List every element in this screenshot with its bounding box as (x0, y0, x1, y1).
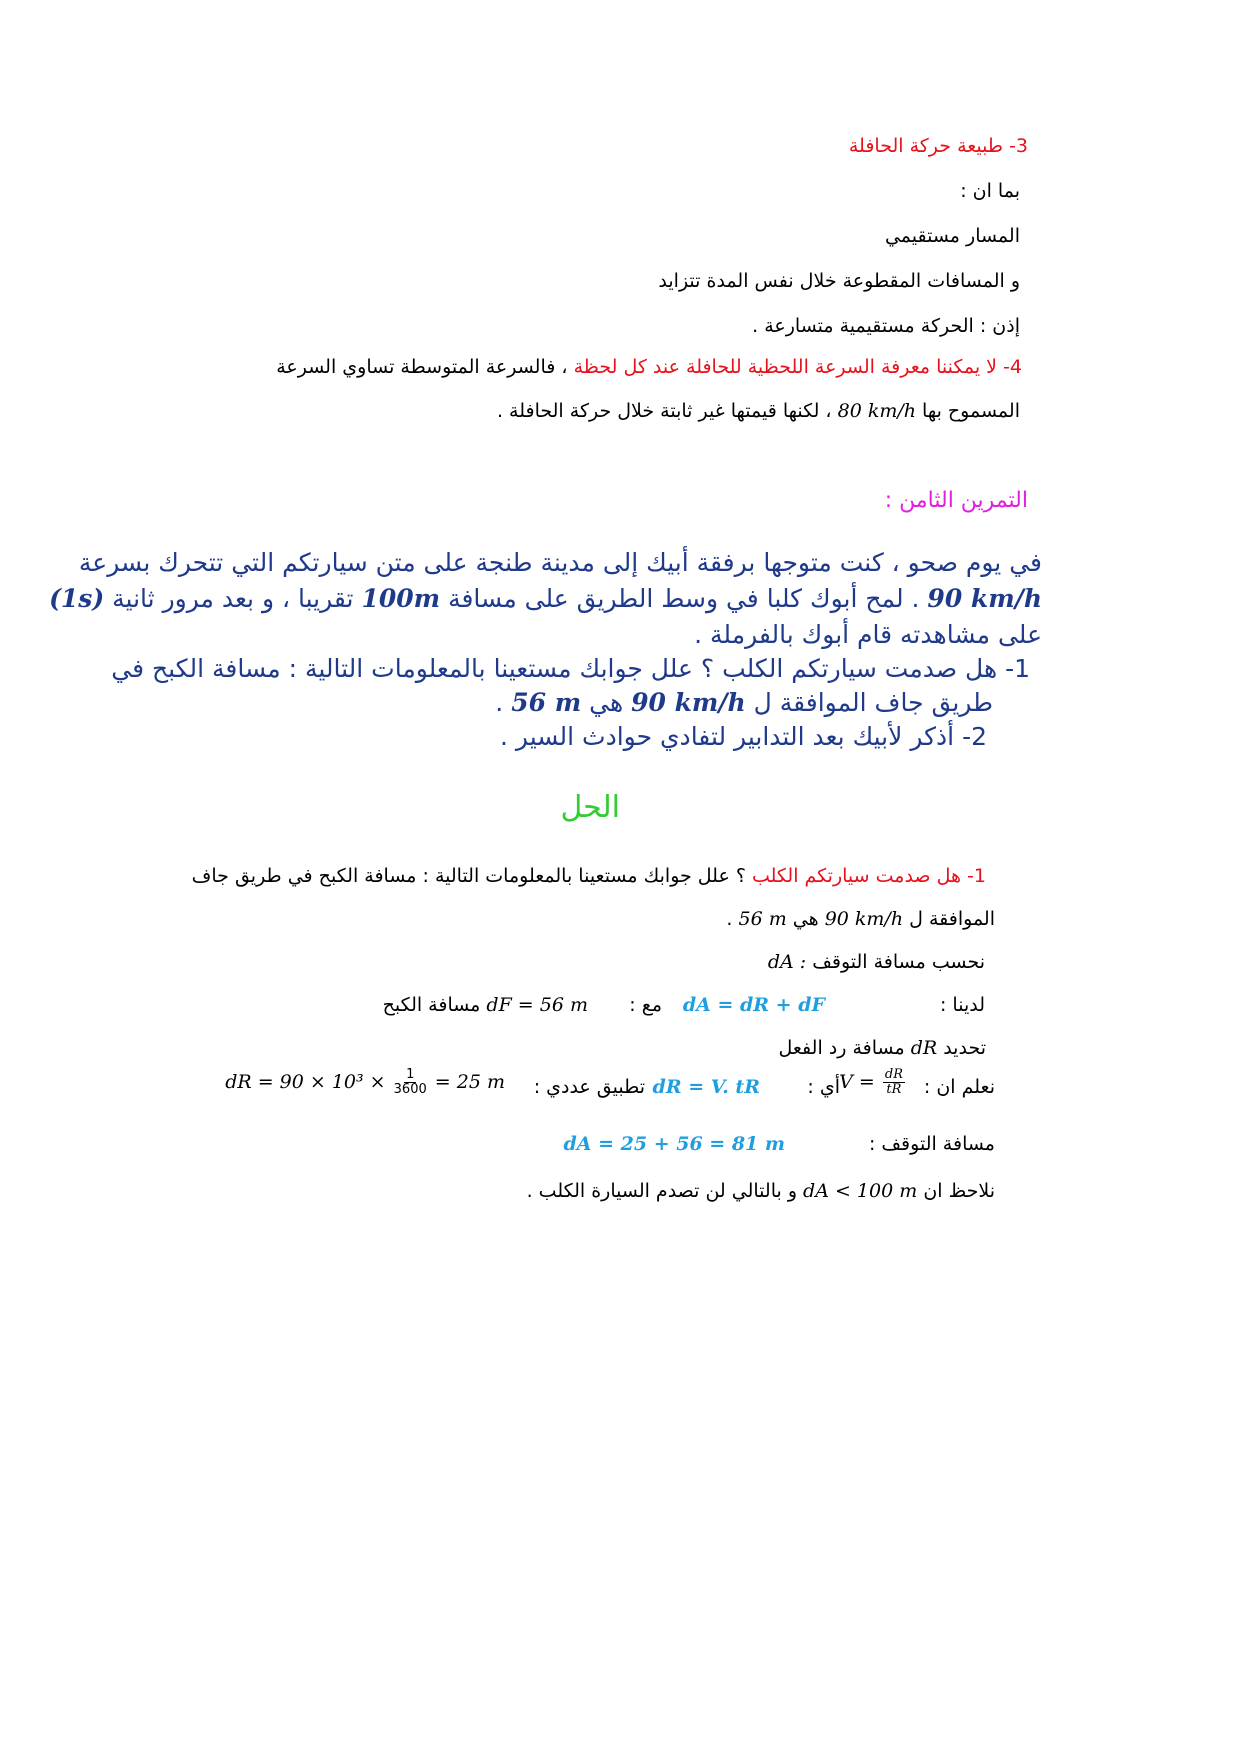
distance-value: 56 m (511, 688, 582, 717)
numeric-application-label: تطبيق عددي : (533, 1076, 645, 1098)
fraction (394, 1068, 427, 1097)
formula: dR = V. tR (652, 1076, 760, 1098)
numerator: dR (884, 1067, 903, 1082)
solution-line (779, 1037, 987, 1059)
inequality: dA < 100 m (803, 1180, 918, 1202)
distance-value: 100m (361, 584, 441, 613)
text: ؟ علل جوابك مستعينا بالمعلومات التالية : مسافة الكبح في طريق جاف (191, 865, 746, 887)
text-line: إذن : الحركة مستقيمية متسارعة . (752, 315, 1020, 337)
that-is-label: أي : (807, 1076, 840, 1098)
text: . (495, 688, 504, 717)
text-line: و المسافات المقطوعة خلال نفس المدة تتزايد (658, 270, 1020, 292)
denominator: tR (886, 1082, 902, 1097)
q4-text: المسموح بها (922, 400, 1020, 422)
conclusion-line (527, 1180, 995, 1202)
text-line: بما ان : (960, 180, 1020, 202)
text: نحسب مسافة التوقف (812, 951, 985, 973)
text: . لمح أبوك كلبا في وسط الطريق على مسافة (448, 584, 920, 613)
reaction-distance-symbol: dR (910, 1037, 938, 1059)
exercise-title: التمرين الثامن : (884, 488, 1028, 513)
speed-value: 90 km/h (927, 584, 1042, 613)
exercise-question-1-cont (495, 688, 993, 717)
stop-distance-label: مسافة التوقف : (868, 1133, 995, 1155)
q4-black-text: ، فالسرعة المتوسطة تساوي السرعة (276, 356, 568, 378)
solution-line (726, 908, 995, 930)
solution-title: الحل (560, 790, 620, 825)
velocity-definition (839, 1068, 907, 1097)
q4-red-text: 4- لا يمكننا معرفة السرعة اللحظية للحافلة عند كل لحظة (573, 356, 1022, 378)
formula: dA = 25 + 56 = 81 m (563, 1133, 785, 1155)
with-label: مع : (629, 994, 662, 1016)
numeric-calculation (225, 1068, 505, 1097)
text: الموافقة ل (909, 908, 995, 930)
braking-distance-value: dF = 56 m (486, 994, 588, 1016)
exercise-paragraph: على مشاهدته قام أبوك بالفرملة . (694, 620, 1042, 649)
reaction-formula (653, 1076, 760, 1098)
stop-distance-result (563, 1133, 785, 1155)
text: مسافة الكبح (382, 994, 481, 1016)
solution-line (768, 951, 985, 973)
time-value: (1s) (49, 584, 105, 613)
formula: = 25 m (434, 1071, 505, 1093)
fraction (883, 1068, 905, 1097)
exercise-paragraph: في يوم صحو ، كنت متوجها برفقة أبيك إلى مدينة طنجة على متن سيارتكم التي تتحرك بسرعة (78, 548, 1042, 577)
q4-text: ، لكنها قيمتها غير ثابتة خلال حركة الحافلة . (496, 400, 832, 422)
text: هي (792, 908, 819, 930)
denominator: 3600 (393, 1082, 427, 1097)
text: هي (589, 688, 624, 717)
exercise-question-2: 2- أذكر لأبيك بعد التدابير لتفادي حوادث السير . (500, 722, 987, 751)
text: و بالتالي لن تصدم السيارة الكلب . (526, 1180, 797, 1202)
stopping-distance-formula (683, 994, 825, 1016)
speed-value: 90 km/h (631, 688, 746, 717)
know-label: نعلم ان : (923, 1076, 995, 1098)
speed-value: 90 km/h (824, 908, 904, 930)
formula: dR = 90 × 10³ × (225, 1071, 386, 1093)
given-label: لدينا : (939, 994, 985, 1016)
speed-value: 80 km/h (837, 400, 916, 422)
text: تقريبا ، و بعد مرور ثانية (112, 584, 354, 613)
solution-question-1 (192, 865, 986, 887)
text-line: المسار مستقيمي (884, 225, 1020, 247)
question4-line1 (276, 356, 1022, 378)
text: . (726, 908, 733, 930)
numerator: 1 (406, 1067, 415, 1082)
text: مسافة رد الفعل (778, 1037, 905, 1059)
formula: dA = dR + dF (682, 994, 825, 1016)
question4-line2 (497, 400, 1020, 422)
exercise-question-1: 1- هل صدمت سيارتكم الكلب ؟ علل جوابك مستعينا بالمعلومات التالية : مسافة الكبح في (111, 654, 1030, 683)
red-text: 1- هل صدمت سيارتكم الكلب (751, 865, 986, 887)
text: طريق جاف الموافقة ل (753, 688, 993, 717)
braking-distance (383, 994, 588, 1016)
distance-value: 56 m (738, 908, 787, 930)
exercise-paragraph (49, 584, 1042, 613)
formula: V = (839, 1071, 875, 1093)
section3-heading: 3- طبيعة حركة الحافلة (848, 135, 1028, 157)
stopping-distance-symbol: dA : (767, 951, 807, 973)
text: نلاحظ ان (923, 1180, 995, 1202)
text: تحديد (943, 1037, 986, 1059)
